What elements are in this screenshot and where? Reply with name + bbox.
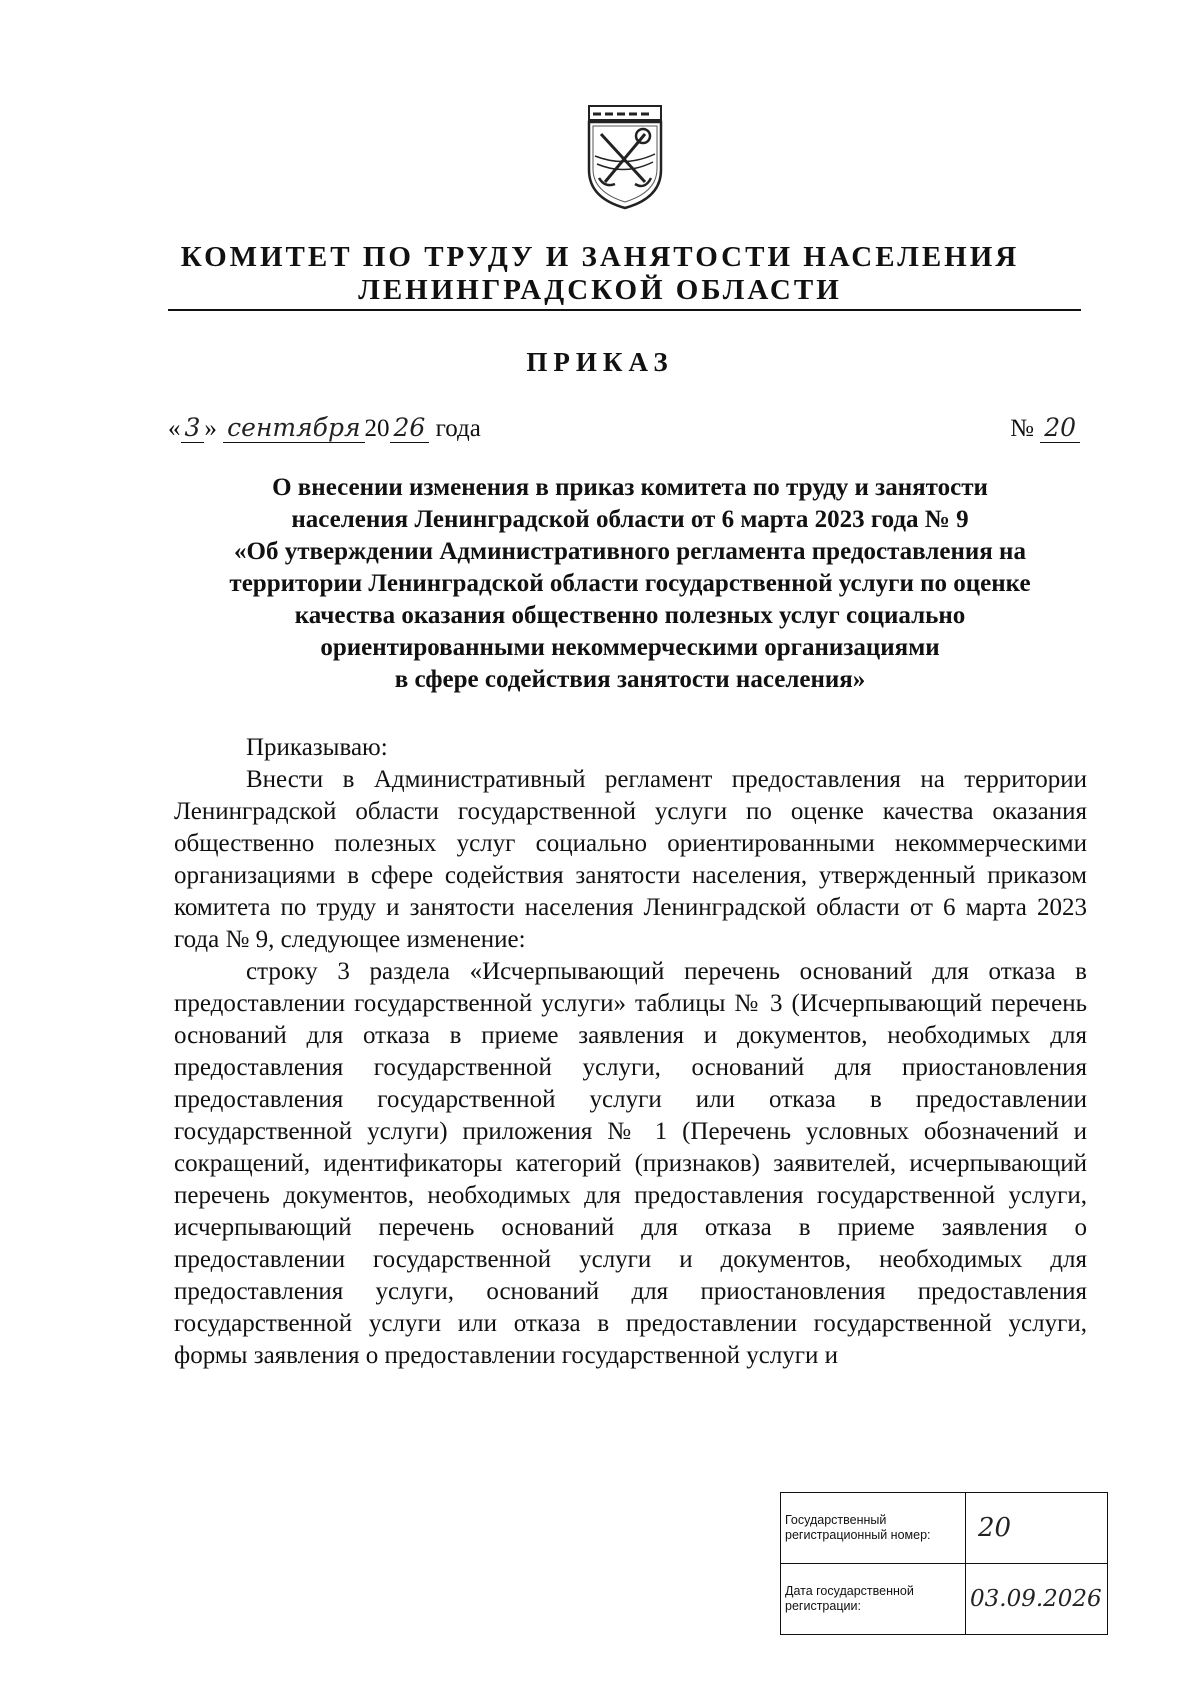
order-heading bbox=[160, 472, 1100, 696]
date-year-suffix: 26 bbox=[390, 413, 430, 443]
header-divider bbox=[168, 309, 1081, 311]
body-paragraph-amendment: Внести в Административный регламент предоставления на территории Ленинградской области государственной услуги по оценке качества оказания общественно полезных услуг социально ориентированными некоммерческими организациями в сфере содействия занятости населения, утвержденный приказом комитета по труду и занятости населения Ленинградской области от 6 марта 2023 года № 9, следующее изменение: bbox=[174, 766, 1087, 953]
date-year-prefix: 20 bbox=[364, 415, 390, 442]
order-date bbox=[168, 413, 481, 443]
registration-number-value: 20 bbox=[966, 1493, 1108, 1564]
coat-of-arms-icon bbox=[583, 104, 667, 210]
number-value: 20 bbox=[1040, 413, 1080, 443]
body-paragraph-row-change: строку 3 раздела «Исчерпывающий перечень оснований для отказа в предоставлении государственной услуги» таблицы № 3 (Исчерпывающий перечень оснований для отказа в приеме заявления и документов, необходимых для предоставления государственной услуги, оснований для приостановления предоставления государственной услуги или отказа в предоставлении государственной услуги) приложения № 1 (Перечень условных обозначений и сокращений, идентификаторы категорий (признаков) заявителей, исчерпывающий перечень документов, необходимых для предоставления государственной услуги, исчерпывающий перечень оснований для отказа в приеме заявления о предоставлении государственной услуги и документов, необходимых для предоставления услуги, оснований для приостановления предоставления государственной услуги или отказа в предоставлении государственной услуги, формы заявления о предоставлении государственной услуги и bbox=[174, 958, 1087, 1369]
heading-line: ориентированными некоммерческими организациями bbox=[320, 634, 940, 661]
order-body bbox=[174, 732, 1087, 1372]
order-number bbox=[1010, 413, 1080, 443]
heading-line: качества оказания общественно полезных услуг социально bbox=[294, 602, 966, 629]
body-paragraph-decree: Приказываю: bbox=[246, 734, 388, 761]
organization-name-line2: ЛЕНИНГРАДСКОЙ ОБЛАСТИ bbox=[358, 274, 842, 306]
date-month: сентября bbox=[223, 413, 364, 443]
heading-line: О внесении изменения в приказ комитета по труду и занятости bbox=[272, 474, 988, 501]
date-open-quote: « bbox=[168, 415, 181, 442]
date-close-quote: » bbox=[204, 415, 217, 442]
registration-stamp bbox=[780, 1492, 1108, 1635]
heading-line: в сфере содействия занятости населения» bbox=[394, 666, 866, 693]
heading-line: населения Ленинградской области от 6 марта 2023 года № 9 bbox=[291, 506, 969, 533]
number-sign: № bbox=[1010, 415, 1034, 442]
registration-number-label: Государственный регистрационный номер: bbox=[781, 1493, 966, 1564]
heading-line: территории Ленинградской области государственной услуги по оценке bbox=[229, 570, 1031, 597]
heading-line: «Об утверждении Административного регламента предоставления на bbox=[234, 538, 1026, 565]
date-day: 3 bbox=[181, 413, 205, 443]
registration-date-value: 03.09.2026 bbox=[966, 1564, 1108, 1635]
registration-date-label: Дата государственной регистрации: bbox=[781, 1564, 966, 1635]
organization-name-line1: КОМИТЕТ ПО ТРУДУ И ЗАНЯТОСТИ НАСЕЛЕНИЯ bbox=[180, 241, 1020, 273]
date-year-word: года bbox=[435, 415, 481, 442]
document-type: ПРИКАЗ bbox=[526, 347, 674, 377]
